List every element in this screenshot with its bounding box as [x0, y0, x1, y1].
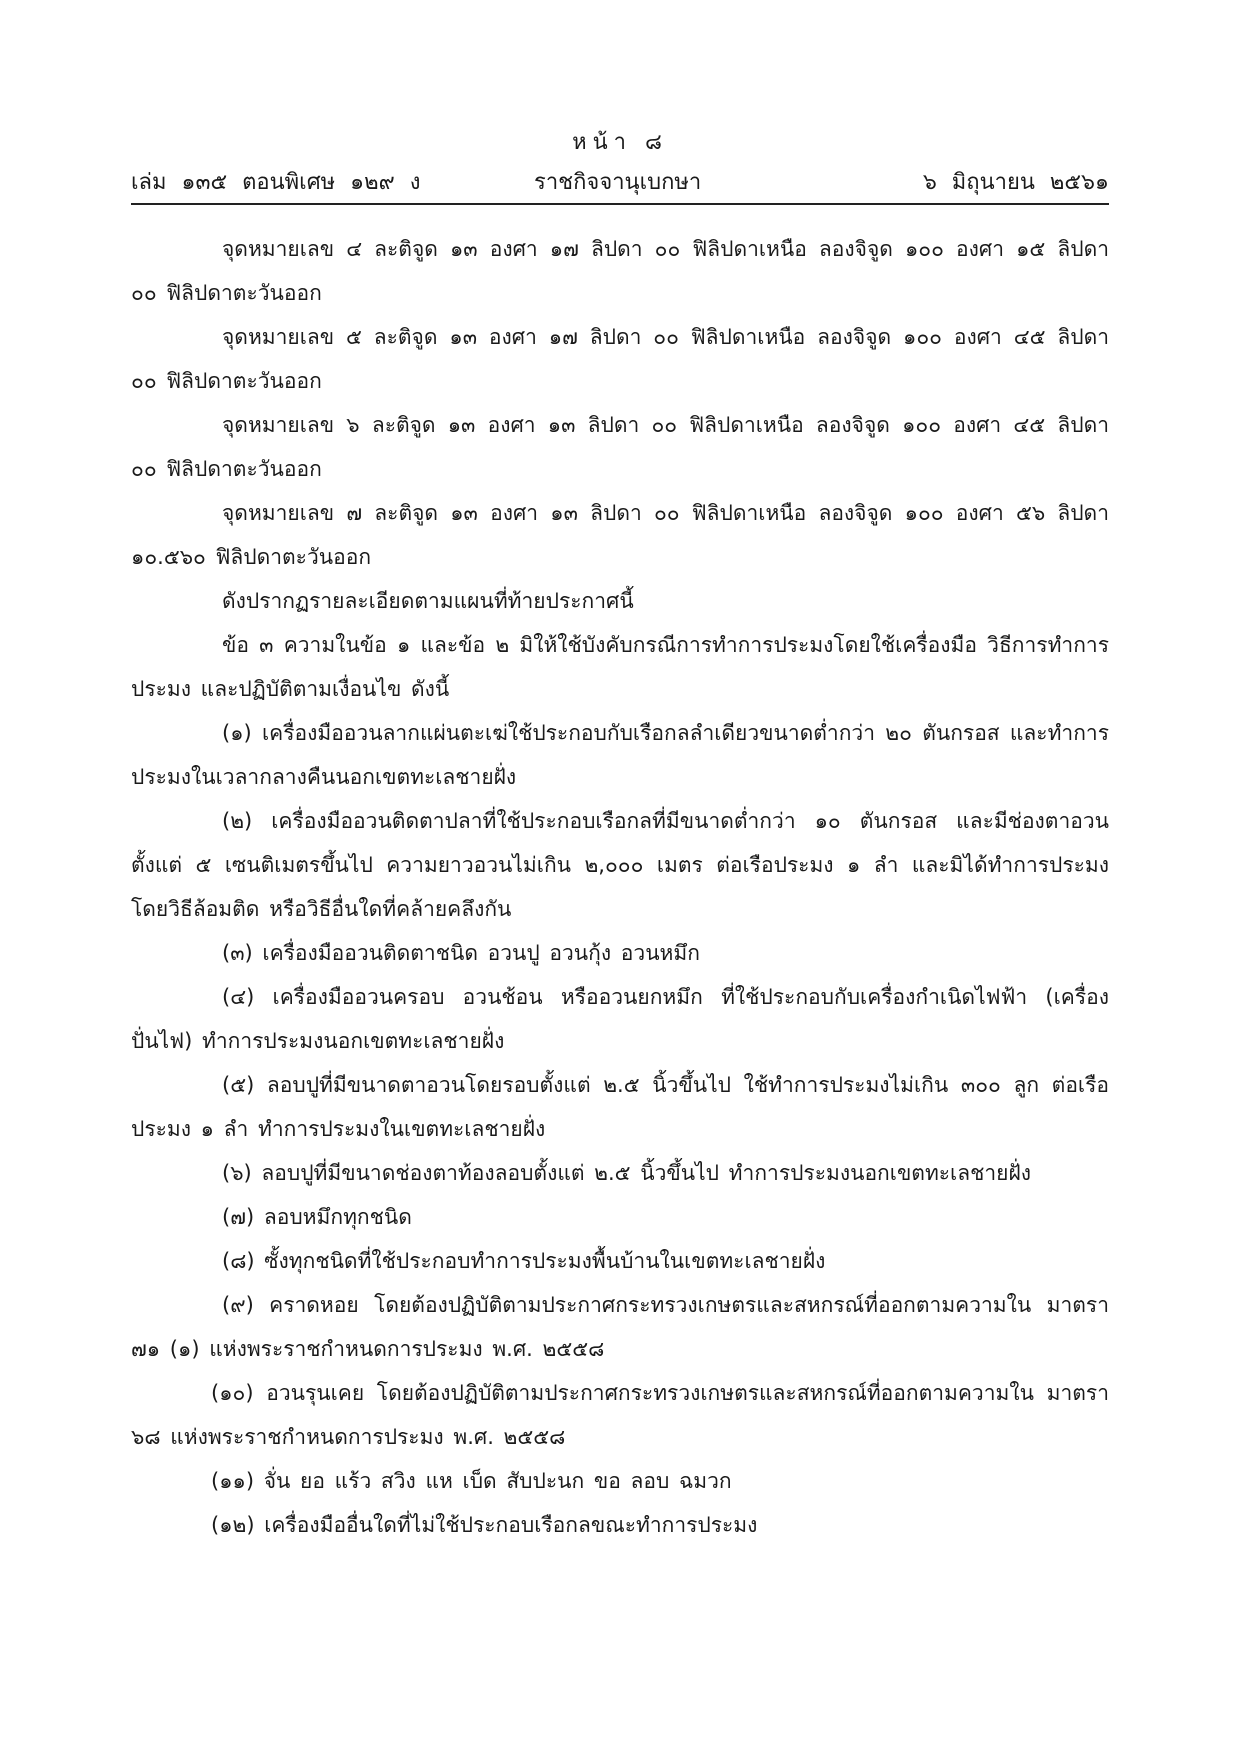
- list-item: (๓) เครื่องมืออวนติดตาชนิด อวนปู อวนกุ้ง อวนหมึก: [222, 941, 700, 965]
- list-item: (๘) ซั้งทุกชนิดที่ใช้ประกอบทำการประมงพื้นบ้านในเขตทะเลชายฝั่ง: [222, 1249, 826, 1273]
- page-number: หน้า ๘: [572, 130, 668, 155]
- coordinate-point-7: จุดหมายเลข ๗ ละติจูด ๑๓ องศา ๑๓ ลิปดา ๐๐ ฟิลิปดาเหนือ ลองจิจูด ๑๐๐ องศา ๕๖ ลิปดา ๑๐.๕๖๐ ฟิลิปดาตะวันออก: [131, 501, 1109, 569]
- list-item: (๑๐) อวนรุนเคย โดยต้องปฏิบัติตามประกาศกระทรวงเกษตรและสหกรณ์ที่ออกตามความใน มาตรา ๖๘ แห่งพระราชกำหนดการประมง พ.ศ. ๒๕๕๘: [131, 1381, 1109, 1449]
- coordinate-point-6: จุดหมายเลข ๖ ละติจูด ๑๓ องศา ๑๓ ลิปดา ๐๐ ฟิลิปดาเหนือ ลองจิจูด ๑๐๐ องศา ๔๕ ลิปดา ๐๐ ฟิลิปดาตะวันออก: [131, 413, 1109, 481]
- map-reference: ดังปรากฏรายละเอียดตามแผนที่ท้ายประกาศนี้: [222, 589, 634, 613]
- list-item: (๑๑) จั่น ยอ แร้ว สวิง แห เบ็ด สับปะนก ขอ ลอบ ฉมวก: [211, 1469, 732, 1493]
- header-divider: [131, 203, 1109, 205]
- document-body: [131, 227, 1109, 1547]
- list-item: (๕) ลอบปูที่มีขนาดตาอวนโดยรอบตั้งแต่ ๒.๕ นิ้วขึ้นไป ใช้ทำการประมงไม่เกิน ๓๐๐ ลูก ต่อเรือประมง ๑ ลำ ทำการประมงในเขตทะเลชายฝั่ง: [131, 1073, 1109, 1141]
- clause-3: ข้อ ๓ ความในข้อ ๑ และข้อ ๒ มิให้ใช้บังคับกรณีการทำการประมงโดยใช้เครื่องมือ วิธีการทำการประมง และปฏิบัติตามเงื่อนไข ดังนี้: [131, 633, 1109, 701]
- publication-date: ๖ มิถุนายน ๒๕๖๑: [922, 170, 1109, 195]
- list-item: (๒) เครื่องมืออวนติดตาปลาที่ใช้ประกอบเรือกลที่มีขนาดต่ำกว่า ๑๐ ตันกรอส และมีช่องตาอวนตั้งแต่ ๕ เซนติเมตรขึ้นไป ความยาวอวนไม่เกิน ๒,๐๐๐ เมตร ต่อเรือประมง ๑ ลำ และมิได้ทำการประมงโดยวิธีล้อมติด หรือวิธีอื่นใดที่คล้ายคลึงกัน: [131, 809, 1109, 921]
- list-item: (๑) เครื่องมืออวนลากแผ่นตะเฆ่ใช้ประกอบกับเรือกลลำเดียวขนาดต่ำกว่า ๒๐ ตันกรอส และทำการประมงในเวลากลางคืนนอกเขตทะเลชายฝั่ง: [131, 721, 1109, 789]
- coordinate-point-4: จุดหมายเลข ๔ ละติจูด ๑๓ องศา ๑๗ ลิปดา ๐๐ ฟิลิปดาเหนือ ลองจิจูด ๑๐๐ องศา ๑๕ ลิปดา ๐๐ ฟิลิปดาตะวันออก: [131, 237, 1109, 305]
- gazette-title: ราชกิจจานุเบกษา: [534, 170, 702, 195]
- list-item: (๗) ลอบหมึกทุกชนิด: [222, 1205, 412, 1229]
- list-item: (๔) เครื่องมืออวนครอบ อวนช้อน หรืออวนยกหมึก ที่ใช้ประกอบกับเครื่องกำเนิดไฟฟ้า (เครื่องปั่นไฟ) ทำการประมงนอกเขตทะเลชายฝั่ง: [131, 985, 1109, 1053]
- coordinate-point-5: จุดหมายเลข ๕ ละติจูด ๑๓ องศา ๑๗ ลิปดา ๐๐ ฟิลิปดาเหนือ ลองจิจูด ๑๐๐ องศา ๔๕ ลิปดา ๐๐ ฟิลิปดาตะวันออก: [131, 325, 1109, 393]
- list-item: (๖) ลอบปูที่มีขนาดช่องตาท้องลอบตั้งแต่ ๒.๕ นิ้วขึ้นไป ทำการประมงนอกเขตทะเลชายฝั่ง: [222, 1161, 1032, 1185]
- list-item: (๑๒) เครื่องมืออื่นใดที่ไม่ใช้ประกอบเรือกลขณะทำการประมง: [211, 1513, 758, 1537]
- volume-issue: เล่ม ๑๓๕ ตอนพิเศษ ๑๒๙ ง: [131, 170, 421, 195]
- list-item: (๙) คราดหอย โดยต้องปฏิบัติตามประกาศกระทรวงเกษตรและสหกรณ์ที่ออกตามความใน มาตรา ๗๑ (๑) แห่งพระราชกำหนดการประมง พ.ศ. ๒๕๕๘: [131, 1293, 1109, 1361]
- gazette-header: [131, 164, 1109, 198]
